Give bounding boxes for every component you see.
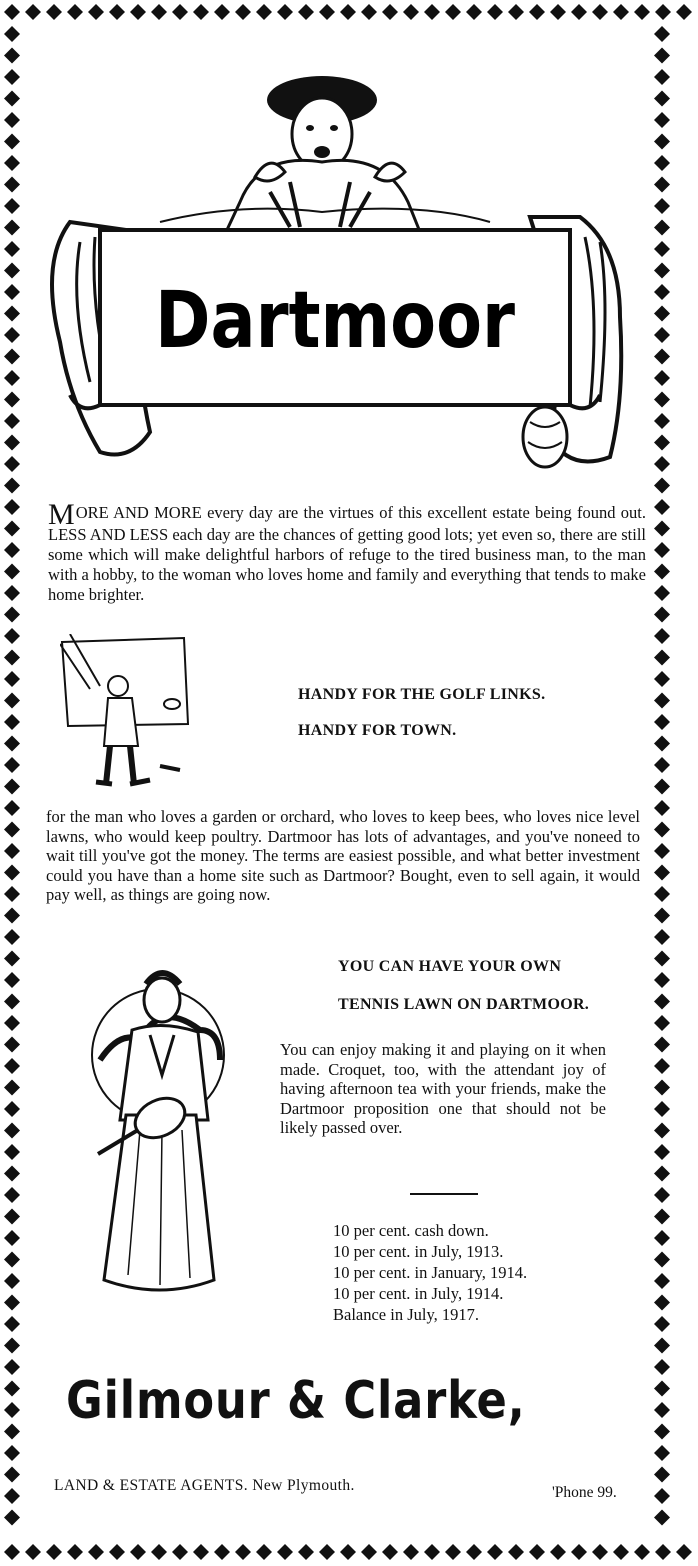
border-diamond xyxy=(654,1445,670,1461)
border-diamond xyxy=(4,951,20,967)
border-diamond xyxy=(4,564,20,580)
border-diamond xyxy=(654,564,670,580)
border-diamond xyxy=(403,4,419,20)
border-diamond xyxy=(4,736,20,752)
intro-paragraph xyxy=(48,498,646,605)
border-diamond xyxy=(4,349,20,365)
border-diamond xyxy=(4,1359,20,1375)
border-diamond xyxy=(235,1544,251,1560)
divider-rule xyxy=(410,1193,478,1195)
term-line: 10 per cent. in January, 1914. xyxy=(333,1263,528,1282)
border-diamond xyxy=(529,4,545,20)
border-diamond xyxy=(4,263,20,279)
border-diamond xyxy=(235,4,251,20)
border-diamond xyxy=(424,1544,440,1560)
border-diamond xyxy=(508,4,524,20)
border-diamond xyxy=(466,1544,482,1560)
border-diamond xyxy=(4,757,20,773)
border-diamond xyxy=(4,671,20,687)
border-diamond xyxy=(529,1544,545,1560)
border-diamond xyxy=(654,972,670,988)
border-diamond xyxy=(361,1544,377,1560)
border-diamond xyxy=(466,4,482,20)
border-diamond xyxy=(25,1544,41,1560)
border-diamond xyxy=(130,1544,146,1560)
border-diamond xyxy=(319,1544,335,1560)
border-diamond xyxy=(654,1058,670,1074)
payment-terms xyxy=(333,1220,527,1325)
border-diamond xyxy=(654,628,670,644)
border-diamond xyxy=(4,1402,20,1418)
border-diamond xyxy=(4,220,20,236)
border-diamond xyxy=(4,112,20,128)
border-diamond xyxy=(654,1316,670,1332)
border-diamond xyxy=(571,1544,587,1560)
border-diamond xyxy=(445,4,461,20)
border-diamond xyxy=(4,714,20,730)
intro-dropcap: M xyxy=(48,498,75,531)
border-diamond xyxy=(613,1544,629,1560)
border-diamond xyxy=(4,1467,20,1483)
border-diamond xyxy=(193,1544,209,1560)
border-diamond xyxy=(654,1252,670,1268)
border-diamond xyxy=(654,822,670,838)
border-diamond xyxy=(4,1338,20,1354)
border-diamond xyxy=(654,1488,670,1504)
border-diamond xyxy=(4,779,20,795)
border-diamond xyxy=(4,499,20,515)
border-diamond xyxy=(172,1544,188,1560)
border-diamond xyxy=(4,1424,20,1440)
agents-line: LAND & ESTATE AGENTS. New Plymouth. xyxy=(54,1477,355,1494)
border-diamond xyxy=(4,1230,20,1246)
border-diamond xyxy=(4,628,20,644)
border-diamond xyxy=(130,4,146,20)
border-diamond xyxy=(4,994,20,1010)
border-diamond xyxy=(4,693,20,709)
border-diamond xyxy=(676,4,692,20)
border-diamond xyxy=(4,800,20,816)
border-diamond xyxy=(4,1544,20,1560)
border-diamond xyxy=(4,1209,20,1225)
border-diamond xyxy=(4,177,20,193)
border-diamond xyxy=(654,499,670,515)
border-diamond xyxy=(654,951,670,967)
border-diamond xyxy=(654,26,670,42)
border-diamond xyxy=(4,327,20,343)
border-diamond xyxy=(67,4,83,20)
border-diamond xyxy=(4,1273,20,1289)
border-diamond xyxy=(4,542,20,558)
border-diamond xyxy=(4,1080,20,1096)
border-diamond xyxy=(109,4,125,20)
border-diamond xyxy=(25,4,41,20)
banner-title: Dartmoor xyxy=(155,276,516,366)
border-diamond xyxy=(382,4,398,20)
border-diamond xyxy=(654,693,670,709)
border-diamond xyxy=(4,392,20,408)
border-diamond xyxy=(571,4,587,20)
border-diamond xyxy=(256,4,272,20)
border-diamond xyxy=(654,929,670,945)
border-diamond xyxy=(654,865,670,881)
border-diamond xyxy=(592,4,608,20)
border-diamond xyxy=(4,865,20,881)
border-diamond xyxy=(4,4,20,20)
border-diamond xyxy=(4,48,20,64)
border-diamond xyxy=(298,4,314,20)
border-diamond xyxy=(4,456,20,472)
border-diamond xyxy=(654,994,670,1010)
term-line: 10 per cent. in July, 1914. xyxy=(333,1284,504,1303)
border-diamond xyxy=(151,1544,167,1560)
border-diamond xyxy=(4,134,20,150)
border-diamond xyxy=(654,542,670,558)
border-diamond xyxy=(4,607,20,623)
border-diamond xyxy=(4,435,20,451)
border-diamond xyxy=(654,1101,670,1117)
border-diamond xyxy=(654,607,670,623)
border-diamond xyxy=(654,478,670,494)
border-diamond xyxy=(4,370,20,386)
border-diamond xyxy=(487,1544,503,1560)
border-diamond xyxy=(445,1544,461,1560)
border-diamond xyxy=(4,1144,20,1160)
border-diamond xyxy=(654,1209,670,1225)
border-diamond xyxy=(4,26,20,42)
border-diamond xyxy=(4,69,20,85)
border-diamond xyxy=(4,972,20,988)
border-diamond xyxy=(382,1544,398,1560)
border-diamond xyxy=(4,1058,20,1074)
border-diamond xyxy=(4,929,20,945)
border-diamond xyxy=(4,1123,20,1139)
border-diamond xyxy=(319,4,335,20)
border-diamond xyxy=(654,521,670,537)
border-diamond xyxy=(654,1381,670,1397)
border-diamond xyxy=(613,4,629,20)
border-diamond xyxy=(4,822,20,838)
border-diamond xyxy=(654,1230,670,1246)
border-diamond xyxy=(654,843,670,859)
border-diamond xyxy=(46,1544,62,1560)
border-diamond xyxy=(4,1510,20,1526)
border-diamond xyxy=(4,306,20,322)
border-diamond xyxy=(4,1015,20,1031)
tennis-heading-line-2: TENNIS LAWN ON DARTMOOR. xyxy=(338,996,590,1013)
border-diamond xyxy=(487,4,503,20)
border-diamond xyxy=(4,1037,20,1053)
term-line: 10 per cent. in July, 1913. xyxy=(333,1242,504,1261)
border-diamond xyxy=(4,1445,20,1461)
border-diamond xyxy=(214,1544,230,1560)
border-diamond xyxy=(4,1381,20,1397)
border-diamond xyxy=(4,1316,20,1332)
border-diamond xyxy=(654,886,670,902)
border-diamond xyxy=(592,1544,608,1560)
border-diamond xyxy=(172,4,188,20)
border-diamond xyxy=(654,736,670,752)
border-diamond xyxy=(4,198,20,214)
border-diamond xyxy=(654,779,670,795)
border-diamond xyxy=(340,1544,356,1560)
border-diamond xyxy=(4,284,20,300)
border-diamond xyxy=(4,478,20,494)
border-diamond xyxy=(654,671,670,687)
border-diamond xyxy=(654,714,670,730)
intro-text: ORE AND MORE every day are the virtues of this excellent estate being found out. LESS AND LESS each day are the chances of getting good lots; yet even so, there are still some which will make delightful harbors of refuge to the tired business man, to the man with a hobby, to the woman who loves home and family and everything that tends to make home brighter. xyxy=(48,503,646,604)
border-diamond xyxy=(4,413,20,429)
border-diamond xyxy=(654,1402,670,1418)
border-diamond xyxy=(4,843,20,859)
border-diamond xyxy=(151,4,167,20)
border-diamond xyxy=(654,1424,670,1440)
border-diamond xyxy=(654,1510,670,1526)
golfer-illustration xyxy=(60,634,200,794)
border-diamond xyxy=(654,585,670,601)
border-diamond xyxy=(654,1295,670,1311)
border-diamond xyxy=(214,4,230,20)
border-diamond xyxy=(88,4,104,20)
border-diamond xyxy=(4,1252,20,1268)
border-diamond xyxy=(550,1544,566,1560)
border-diamond xyxy=(4,650,20,666)
town-crier-banner-illustration xyxy=(40,52,660,472)
border-diamond xyxy=(67,1544,83,1560)
border-diamond xyxy=(654,1123,670,1139)
firm-name: Gilmour & Clarke, xyxy=(66,1371,526,1431)
border-diamond xyxy=(403,1544,419,1560)
border-diamond xyxy=(4,241,20,257)
border-diamond xyxy=(4,886,20,902)
border-diamond xyxy=(654,1359,670,1375)
border-diamond xyxy=(256,1544,272,1560)
border-diamond xyxy=(4,155,20,171)
border-diamond xyxy=(109,1544,125,1560)
tennis-woman-illustration xyxy=(90,940,240,1310)
border-diamond xyxy=(298,1544,314,1560)
border-diamond xyxy=(4,91,20,107)
border-diamond xyxy=(4,521,20,537)
border-diamond xyxy=(4,1101,20,1117)
handy-for-town-line: HANDY FOR TOWN. xyxy=(298,722,457,739)
border-diamond xyxy=(676,1544,692,1560)
border-diamond xyxy=(654,757,670,773)
border-diamond xyxy=(654,1080,670,1096)
border-diamond xyxy=(654,1015,670,1031)
border-diamond xyxy=(654,1273,670,1289)
border-diamond xyxy=(4,1187,20,1203)
tennis-heading-line-1: YOU CAN HAVE YOUR OWN xyxy=(338,958,562,975)
border-diamond xyxy=(88,1544,104,1560)
border-diamond xyxy=(4,1295,20,1311)
border-diamond xyxy=(46,4,62,20)
border-diamond xyxy=(4,585,20,601)
border-diamond xyxy=(654,908,670,924)
border-diamond xyxy=(654,1187,670,1203)
border-diamond xyxy=(634,1544,650,1560)
border-diamond xyxy=(4,1488,20,1504)
border-diamond xyxy=(654,800,670,816)
border-diamond xyxy=(654,1467,670,1483)
border-diamond xyxy=(508,1544,524,1560)
border-diamond xyxy=(654,1166,670,1182)
phone-number: 'Phone 99. xyxy=(552,1484,617,1501)
border-diamond xyxy=(277,1544,293,1560)
term-line: 10 per cent. cash down. xyxy=(333,1221,489,1240)
border-diamond xyxy=(655,4,671,20)
border-diamond xyxy=(193,4,209,20)
border-diamond xyxy=(655,1544,671,1560)
tennis-paragraph: You can enjoy making it and playing on it when made. Croquet, too, with the attendant joy of having afternoon tea with your friends, make the Dartmoor proposition one that should not be likely passed over. xyxy=(280,1040,606,1137)
term-line: Balance in July, 1917. xyxy=(333,1305,480,1324)
border-diamond xyxy=(277,4,293,20)
border-diamond xyxy=(340,4,356,20)
border-diamond xyxy=(424,4,440,20)
border-diamond xyxy=(654,650,670,666)
garden-paragraph: for the man who loves a garden or orchard, who loves to keep bees, who loves nice level lawns, who would keep poultry. Dartmoor has lots of advantages, and you've noneed to wait till you've got the money. The terms are easiest possible, and what better investment could you have than a home site such as Dartmoor? Bought, even to sell again, it would pay well, as things are going now. xyxy=(46,807,640,904)
border-diamond xyxy=(550,4,566,20)
border-diamond xyxy=(4,908,20,924)
border-diamond xyxy=(654,1144,670,1160)
border-diamond xyxy=(361,4,377,20)
border-diamond xyxy=(634,4,650,20)
golf-links-line: HANDY FOR THE GOLF LINKS. xyxy=(298,686,546,703)
border-diamond xyxy=(4,1166,20,1182)
border-diamond xyxy=(654,1338,670,1354)
border-diamond xyxy=(654,1037,670,1053)
